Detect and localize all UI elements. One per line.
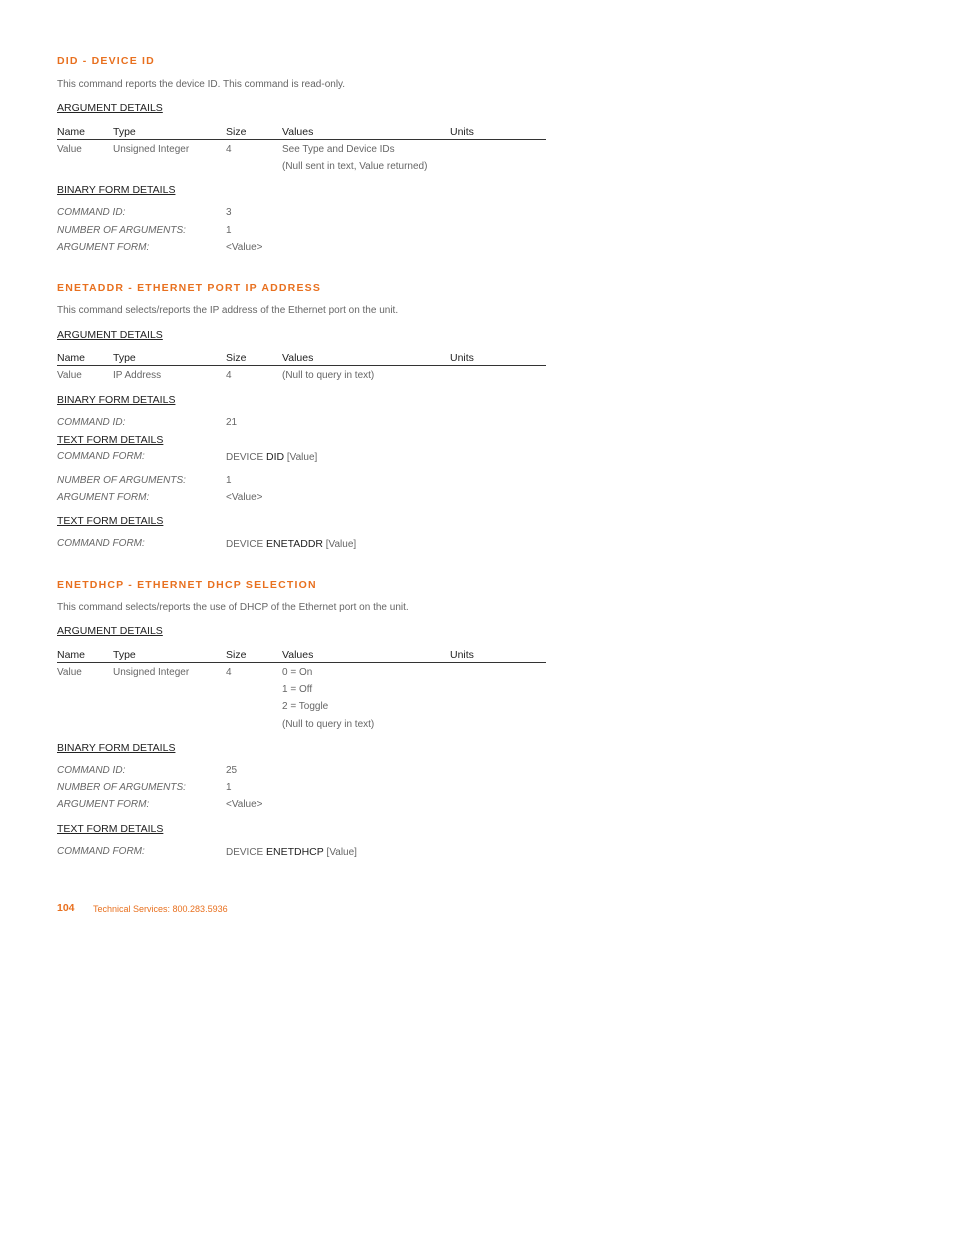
col-header-size: Size	[226, 649, 247, 661]
footer-contact: Technical Services: 800.283.5936	[93, 904, 228, 914]
col-header-units: Units	[450, 649, 474, 661]
page-number: 104	[57, 902, 75, 914]
section-heading-enetaddr: ENETADDR - ETHERNET PORT IP ADDRESS	[57, 282, 322, 294]
cell-size: 4	[226, 144, 232, 155]
text-form-details-label: TEXT FORM DETAILS	[57, 515, 164, 527]
num-args-label: NUMBER OF ARGUMENTS:	[57, 225, 186, 236]
col-header-type: Type	[113, 649, 136, 661]
arg-form-label: ARGUMENT FORM:	[57, 492, 150, 503]
section-description: This command selects/reports the IP address of the Ethernet port on the unit.	[57, 305, 399, 316]
cell-value-line: 2 = Toggle	[282, 701, 329, 712]
arg-form-label: ARGUMENT FORM:	[57, 799, 150, 810]
cell-type: Unsigned Integer	[113, 667, 190, 678]
cell-name: Value	[57, 144, 82, 155]
argument-details-label: ARGUMENT DETAILS	[57, 102, 163, 114]
table-header-rule	[57, 662, 546, 663]
num-args-value: 1	[226, 225, 232, 236]
text-form-details-label: TEXT FORM DETAILS	[57, 434, 164, 446]
cell-value-line: 0 = On	[282, 667, 313, 678]
text-form-details-label: TEXT FORM DETAILS	[57, 823, 164, 835]
cell-name: Value	[57, 370, 82, 381]
binary-form-details-label: BINARY FORM DETAILS	[57, 742, 176, 754]
arg-form-label: ARGUMENT FORM:	[57, 242, 150, 253]
table-header-rule	[57, 365, 546, 366]
command-form-value: DEVICE ENETADDR [Value]	[226, 538, 357, 550]
section-heading-enetdhcp: ENETDHCP - ETHERNET DHCP SELECTION	[57, 579, 317, 591]
table-header-rule	[57, 139, 546, 140]
argument-details-label: ARGUMENT DETAILS	[57, 625, 163, 637]
arg-form-value: <Value>	[226, 492, 263, 503]
col-header-type: Type	[113, 126, 136, 138]
command-form-label: COMMAND FORM:	[57, 846, 145, 857]
col-header-size: Size	[226, 126, 247, 138]
command-form-label: COMMAND FORM:	[57, 451, 145, 462]
section-description: This command selects/reports the use of DHCP of the Ethernet port on the unit.	[57, 602, 409, 613]
command-id-label: COMMAND ID:	[57, 765, 126, 776]
command-form-label: COMMAND FORM:	[57, 538, 145, 549]
col-header-units: Units	[450, 352, 474, 364]
num-args-value: 1	[226, 782, 232, 793]
col-header-type: Type	[113, 352, 136, 364]
arg-form-value: <Value>	[226, 799, 263, 810]
cell-value-line: (Null to query in text)	[282, 719, 375, 730]
col-header-units: Units	[450, 126, 474, 138]
col-header-values: Values	[282, 126, 314, 138]
arg-form-value: <Value>	[226, 242, 263, 253]
col-header-name: Name	[57, 352, 86, 364]
cell-size: 4	[226, 667, 232, 678]
cell-type: IP Address	[113, 370, 162, 381]
col-header-size: Size	[226, 352, 247, 364]
cell-value-line: (Null sent in text, Value returned)	[282, 161, 428, 172]
cell-type: Unsigned Integer	[113, 144, 190, 155]
cell-value-line: See Type and Device IDs	[282, 144, 395, 155]
cell-name: Value	[57, 667, 82, 678]
argument-details-label: ARGUMENT DETAILS	[57, 329, 163, 341]
col-header-name: Name	[57, 126, 86, 138]
binary-form-details-label: BINARY FORM DETAILS	[57, 394, 176, 406]
col-header-values: Values	[282, 352, 314, 364]
cell-size: 4	[226, 370, 232, 381]
num-args-label: NUMBER OF ARGUMENTS:	[57, 782, 186, 793]
col-header-values: Values	[282, 649, 314, 661]
section-heading-did: DID - DEVICE ID	[57, 55, 155, 67]
binary-form-details-label: BINARY FORM DETAILS	[57, 184, 176, 196]
cell-value-line: (Null to query in text)	[282, 370, 375, 381]
num-args-value: 1	[226, 475, 232, 486]
command-id-value: 25	[226, 765, 238, 776]
command-id-value: 21	[226, 417, 238, 428]
num-args-label: NUMBER OF ARGUMENTS:	[57, 475, 186, 486]
section-description: This command reports the device ID. This command is read-only.	[57, 79, 346, 90]
command-form-value: DEVICE ENETDHCP [Value]	[226, 846, 357, 858]
command-id-value: 3	[226, 207, 232, 218]
command-id-label: COMMAND ID:	[57, 207, 126, 218]
command-id-label: COMMAND ID:	[57, 417, 126, 428]
command-form-value: DEVICE DID [Value]	[226, 451, 318, 463]
col-header-name: Name	[57, 649, 86, 661]
cell-value-line: 1 = Off	[282, 684, 313, 695]
